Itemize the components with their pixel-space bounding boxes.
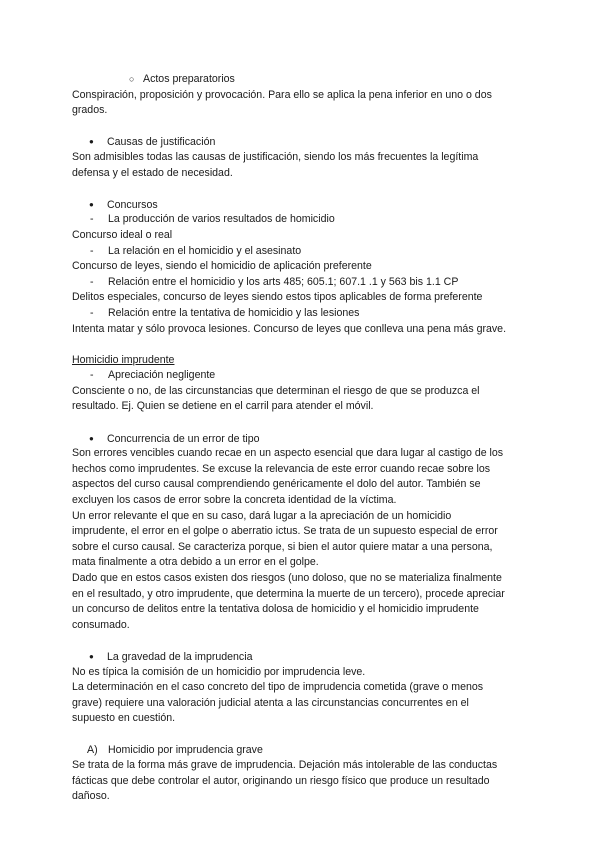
section-title-text: Homicidio imprudente (72, 353, 175, 366)
dash-item (72, 306, 534, 322)
paragraph-line: Intenta matar y sólo provoca lesiones. Concurso de leyes que conlleva una pena más grave. (72, 322, 507, 335)
heading-text: Homicidio por imprudencia grave (108, 743, 263, 756)
dash-item-text: Relación entre la tentativa de homicidio y las lesiones (108, 306, 360, 319)
dash-item (72, 275, 534, 291)
filled-bullet-icon: ● (89, 199, 94, 209)
paragraph-line: Delitos especiales, concurso de leyes siendo estos tipos aplicables de forma preferente (72, 291, 483, 304)
paragraph-line: resultado. Ej. Quien se detiene en el carril para atender el móvil. (72, 400, 374, 413)
dash-bullet-icon: - (90, 275, 94, 288)
heading-text: Concurrencia de un error de tipo (107, 432, 260, 445)
list-heading-concursos (72, 197, 534, 213)
list-heading-gravedad (72, 649, 534, 665)
heading-text: Causas de justificación (107, 136, 216, 149)
paragraph-line: Son admisibles todas las causas de justificación, siendo los más frecuentes la legítima (72, 150, 479, 163)
dash-item (72, 368, 534, 384)
section-title (72, 353, 534, 369)
paragraph-line: sobre el curso causal. Se caracteriza porque, si bien el autor quiere matar a una persona, (72, 540, 493, 553)
filled-bullet-icon: ● (89, 651, 94, 661)
heading-text: Concursos (107, 198, 158, 211)
paragraph-line: consumado. (72, 618, 130, 631)
list-heading-justificacion (72, 134, 534, 150)
paragraph-line: La determinación en el caso concreto del tipo de imprudencia cometida (grave o menos (72, 681, 484, 694)
list-heading-grave (72, 743, 534, 759)
filled-bullet-icon: ● (89, 137, 94, 147)
document-page (72, 72, 534, 805)
heading-text: Actos preparatorios (143, 73, 235, 85)
paragraph-line: en el resultado, y otro imprudente, que determina la muerte de un tercero), procede apreciar (72, 587, 505, 600)
paragraph-line: fácticas que debe controlar el autor, originando un riesgo físico que produce un resultado (72, 774, 490, 787)
dash-item-text: Relación entre el homicidio y los arts 485; 605.1; 607.1 .1 y 563 bis 1.1 CP (108, 275, 459, 288)
paragraph-line: grados. (72, 104, 108, 117)
paragraph-line: dañoso. (72, 790, 110, 803)
paragraph-line: defensa y el estado de necesidad. (72, 166, 233, 179)
filled-bullet-icon: ● (89, 433, 94, 443)
paragraph-line: mata finalmente a otra debido a un error en el golpe. (72, 556, 319, 569)
dash-item-text: La relación en el homicidio y el asesinato (108, 244, 302, 257)
paragraph-line: Se trata de la forma más grave de imprudencia. Dejación más intolerable de las conductas (72, 759, 498, 772)
alpha-marker: A) (87, 743, 98, 756)
paragraph-line: un concurso de delitos entre la tentativa dolosa de homicidio y el homicidio imprudente (72, 603, 479, 616)
dash-bullet-icon: - (90, 244, 94, 257)
dash-item-text: La producción de varios resultados de homicidio (108, 213, 335, 226)
paragraph-line: hechos como imprudentes. Se excuse la relevancia de este error cuando recae sobre los (72, 462, 491, 475)
paragraph-line: aspectos del curso causal comprendiendo genéricamente el dolo del autor. También se (72, 478, 481, 491)
dash-item-text: Apreciación negligente (108, 369, 216, 382)
dash-item (72, 212, 534, 228)
list-heading-actos (72, 72, 534, 88)
paragraph-line: Concurso de leyes, siendo el homicidio de aplicación preferente (72, 260, 372, 273)
paragraph-line: Dado que en estos casos existen dos riesgos (uno doloso, que no se materializa finalmente (72, 572, 502, 584)
paragraph-line: grave) requiere una valoración judicial atenta a las circunstancias concurrentes en el (72, 696, 469, 709)
dash-bullet-icon: - (90, 369, 94, 382)
paragraph-line: excluyen los casos de error sobre la concreta identidad de la víctima. (72, 494, 397, 507)
list-heading-error (72, 431, 534, 447)
circle-bullet-icon: ○ (129, 74, 135, 84)
paragraph-line: No es típica la comisión de un homicidio por imprudencia leve. (72, 665, 366, 678)
dash-bullet-icon: - (90, 213, 94, 226)
dash-item (72, 244, 534, 260)
paragraph-line: Conspiración, proposición y provocación. Para ello se aplica la pena inferior en uno o dos (72, 88, 492, 101)
paragraph-line: Concurso ideal o real (72, 228, 173, 241)
paragraph-line: Consciente o no, de las circunstancias que determinan el riesgo de que se produzca el (72, 384, 480, 397)
paragraph-line: imprudente, el error en el golpe o aberratio ictus. Se trata de un supuesto especial de error (72, 525, 498, 538)
paragraph-line: Son errores vencibles cuando recae en un aspecto esencial que dara lugar al castigo de los (72, 447, 504, 460)
dash-bullet-icon: - (90, 306, 94, 319)
paragraph-line: supuesto en cuestión. (72, 712, 176, 725)
heading-text: La gravedad de la imprudencia (107, 650, 253, 663)
paragraph-line: Un error relevante el que en su caso, dará lugar a la apreciación de un homicidio (72, 509, 452, 522)
